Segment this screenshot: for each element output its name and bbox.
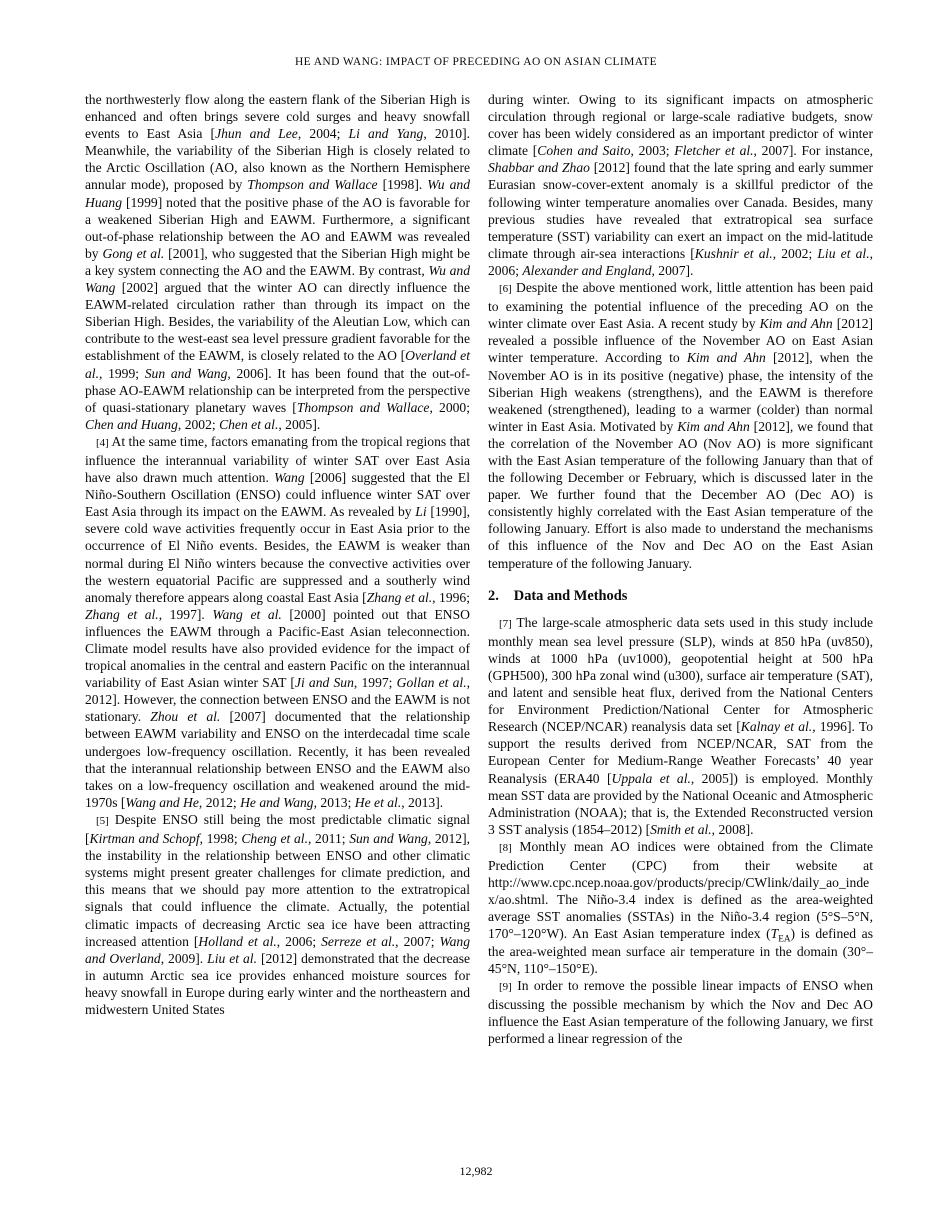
paragraph: [8] Monthly mean AO indices were obtained from the Climate Prediction Center (CPC) from their website at http://www.cpc.ncep.noaa.gov/products/precip/CWlink/daily_ao_index/ao.shtml. The Niño-3.4 index is defined as the area-weighted average SST anomalies (SSTAs) in the Niño-3.4 region (5°S–5°N, 170°–120°W). An East Asian temperature index $(T_{EA})$ is defined as the area-weighted mean surface air temperature in the domain (30°–45°N, 110°–150°E). bbox=[488, 838, 873, 976]
left-column bbox=[85, 91, 470, 1047]
paragraph-number: [6] bbox=[499, 283, 512, 296]
running-head: HE AND WANG: IMPACT OF PRECEDING AO ON ASIAN CLIMATE bbox=[294, 56, 658, 68]
paragraph-number: [7] bbox=[499, 617, 512, 630]
paragraph: [4] At the same time, factors emanating from the tropical regions that influence the interannual variability of winter SAT over East Asia have also drawn much attention. Wang [2006] suggested that the El Niño-Southern Oscillation (ENSO) could influence winter SAT over East Asia through its impact on the EAWM. As revealed by Li [1990], severe cold wave activities frequently occur in East Asia prior to the occurrence of El Niño events. Besides, the EAWM is weaker than normal during El Niño winters because the convective activities over the western equatorial Pacific are suppressed and a southerly wind anomaly therefore appears along coastal East Asia [Zhang et al., 1996; Zhang et al., 1997]. Wang et al. [2000] pointed out that ENSO influences the EAWM through a Pacific-East Asian teleconnection. Climate model results have also provided evidence for the impact of tropical anomalies in the central and eastern Pacific on the interannual variability of East Asian winter SAT [Ji and Sun, 1997; Gollan et al., 2012]. However, the connection between ENSO and the EAWM is not stationary. Zhou et al. [2007] documented that the relationship between EAWM variability and ENSO on the interdecadal time scale undergoes low-frequency oscillation. Recently, it has been revealed that the interannual relationship between ENSO and the EAWM also takes on a low-frequency oscillation and weakened around the mid-1970s [Wang and He, 2012; He and Wang, 2013; He et al., 2013]. bbox=[85, 433, 471, 810]
paragraph: [6] Despite the above mentioned work, little attention has been paid to examining the potential influence of the preceding AO on the winter climate over East Asia. A recent study by Kim and Ahn [2012] revealed a possible influence of the November AO on East Asian winter temperature. According to Kim and Ahn [2012], when the November AO is in its positive (negative) phase, the intensity of the Siberian High weakens (strengthens), and the EAWM is therefore weakened (strengthened), leading to a warmer (colder) than normal winter in East Asia. Motivated by Kim and Ahn [2012], we found that the correlation of the November AO (Nov AO) is more significant with the East Asian temperature of the following January than that of the following December or February, which is discussed later in the paper. We further found that the December AO (Dec AO) is consistently highly correlated with the East Asian temperature of the following January. Effort is also made to understand the mechanisms of this influence of the Nov and Dec AO on the East Asian temperature of the following January. bbox=[488, 280, 874, 571]
paragraph-number: [9] bbox=[499, 980, 512, 993]
page-number: 12,982 bbox=[459, 1164, 493, 1178]
section-title: Data and Methods bbox=[513, 587, 628, 604]
paragraph: [5] Despite ENSO still being the most predictable climatic signal [Kirtman and Schopf, 1998; Cheng et al., 2011; Sun and Wang, 2012], the instability in the relationship between ENSO and other climatic systems might present greater challenges for climate prediction, and this means that we should pay more attention to the extratropical signals that could influence the climate. Actually, the potential climatic impacts of decreasing Arctic sea ice have been attracting increased attention [Holland et al., 2006; Serreze et al., 2007; Wang and Overland, 2009]. Liu et al. [2012] demonstrated that the decrease in autumn Arctic sea ice provides enhanced moisture sources for heavy snowfall in Europe during early winter and the northeastern and midwestern United States bbox=[85, 811, 471, 1017]
section-heading bbox=[488, 588, 873, 605]
columns bbox=[85, 91, 873, 1047]
paragraph-number: [5] bbox=[96, 814, 109, 827]
section-number: 2. bbox=[488, 587, 499, 604]
right-column bbox=[488, 91, 873, 1047]
paragraph-number: [8] bbox=[499, 841, 512, 854]
paragraph: during winter. Owing to its significant impacts on atmospheric circulation through regional or large-scale radiative budgets, snow cover has been widely considered as an important predictor of winter climate [Cohen and Saito, 2003; Fletcher et al., 2007]. For instance, Shabbar and Zhao [2012] found that the late spring and early summer Eurasian snow-cover-extent anomaly is a skillful predictor of the following winter temperature anomalies over Canada. Besides, many previous studies have revealed that extratropical sea surface temperature (SST) variability can exert an impact on the mid-latitude climate through air-sea interactions [Kushnir et al., 2002; Liu et al., 2006; Alexander and England, 2007]. bbox=[488, 92, 874, 278]
paragraph-number: [4] bbox=[96, 436, 109, 449]
paragraph: the northwesterly flow along the eastern flank of the Siberian High is enhanced and often brings severe cold surges and heavy snowfall events to East Asia [Jhun and Lee, 2004; Li and Yang, 2010]. Meanwhile, the variability of the Siberian High is closely related to the Arctic Oscillation (AO, also known as the Northern Hemisphere annular mode), proposed by Thompson and Wallace [1998]. Wu and Huang [1999] noted that the positive phase of the AO is favorable for a weakened Siberian High and EAWM. Furthermore, a significant out-of-phase relationship between the AO and EAWM was revealed by Gong et al. [2001], who suggested that the Siberian High might be a key system connecting the AO and the EAWM. By contrast, Wu and Wang [2002] argued that the winter AO can directly influence the EAWM-related circulation rather than through its impact on the Siberian High. Besides, the variability of the Aleutian Low, which can contribute to the west-east sea level pressure gradient favorable for the establishment of the EAWM, is closely related to the AO [Overland et al., 1999; Sun and Wang, 2006]. It has been found that the out-of-phase AO-EAWM relationship can be interpreted from the perspective of quasi-stationary planetary waves [Thompson and Wallace, 2000; Chen and Huang, 2002; Chen et al., 2005]. bbox=[85, 92, 471, 432]
paragraph: [9] In order to remove the possible linear impacts of ENSO when discussing the possible mechanism by which the Nov and Dec AO influence the East Asian temperature of the following January, we first performed a linear regression of the bbox=[488, 977, 873, 1046]
paragraph: [7] The large-scale atmospheric data sets used in this study include monthly mean sea level pressure (SLP), winds at 850 hPa (uv850), winds at 1000 hPa (uv1000), geopotential height at 500 hPa (GPH500), 300 hPa zonal wind (u300), surface air temperature (SAT), and latent and sensible heat flux, derived from the National Centers for Environment Prediction/National Center for Atmospheric Research (NCEP/NCAR) reanalysis data set [Kalnay et al., 1996]. To support the results derived from NCEP/NCAR, SAT from the European Center for Medium-Range Weather Forecasts’ 40 year Reanalysis (ERA40 [Uppala et al., 2005]) is employed. Monthly mean SST data are provided by the National Oceanic and Atmospheric Administration (NOAA); that is, the Extended Reconstructed version 3 SST analysis (1854–2012) [Smith et al., 2008]. bbox=[488, 614, 873, 837]
